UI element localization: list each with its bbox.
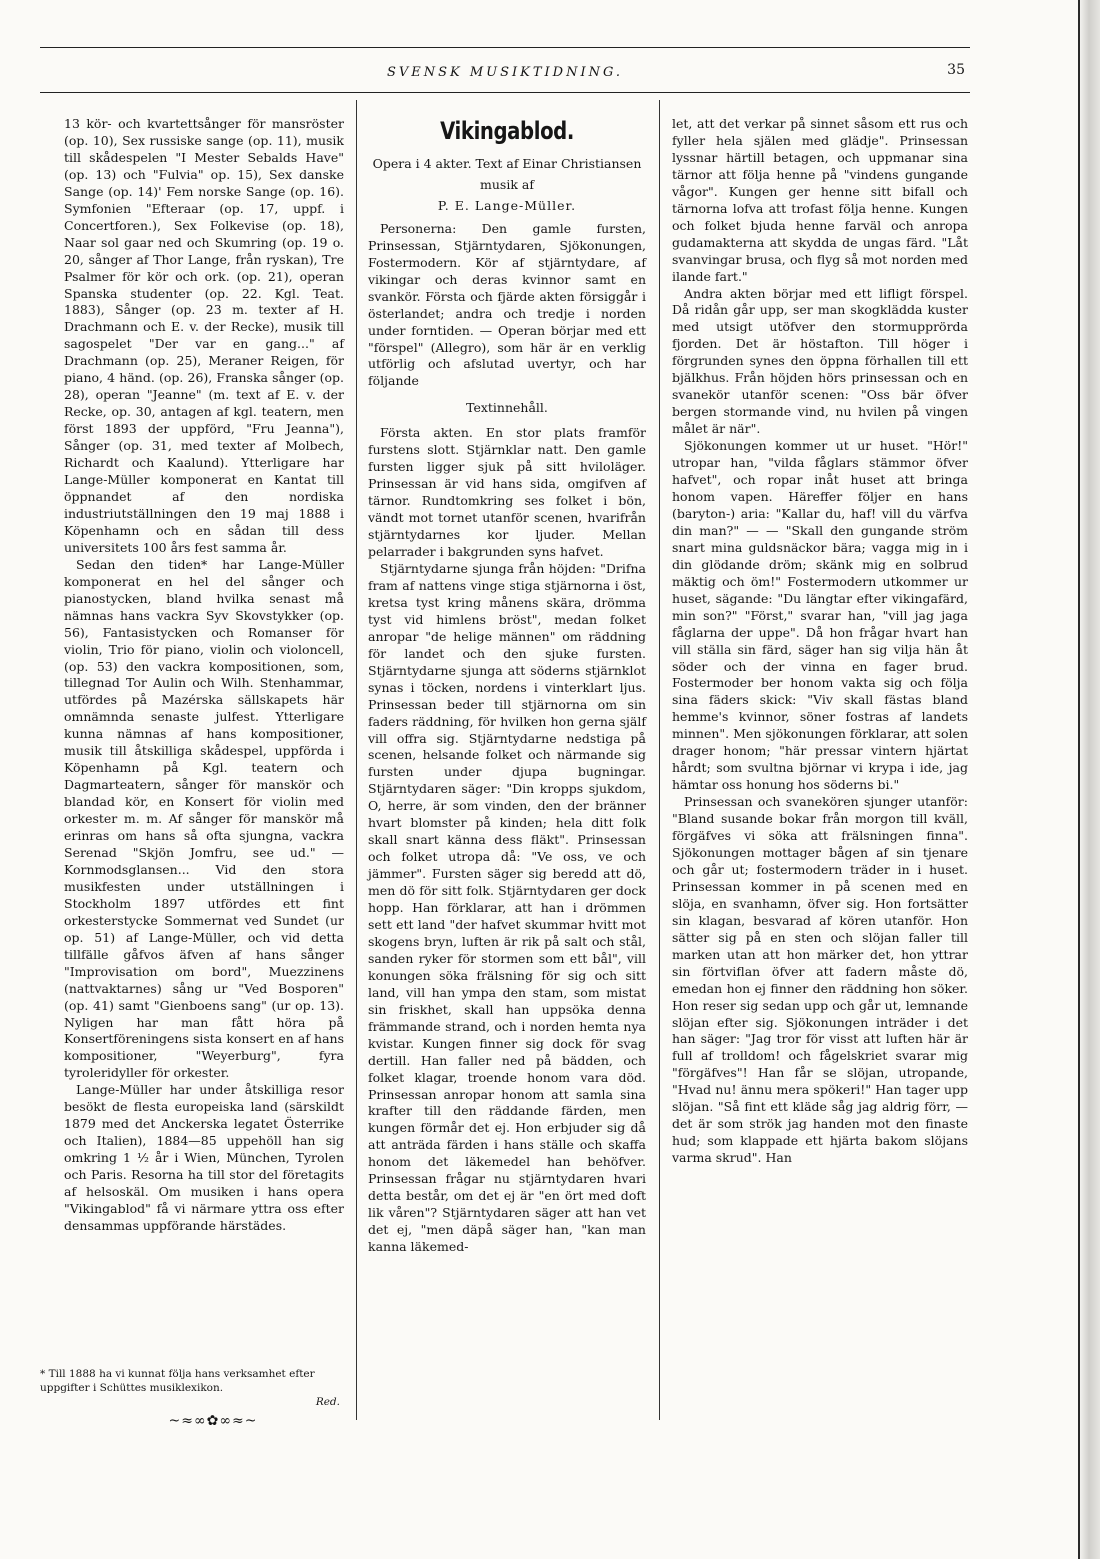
left-paragraph-1: 13 kör- och kvartettsånger för mansröster (op. 10), Sex russiske sange (op. 11), musik till skådespelen "I Mester Sebalds Have" (op. 13) och "Fulvia" op. 15), Sex danske Sange (op. 14)' Fem norske Sange (op. 16). Symfonien "Efteraar (op. 17, uppf. i Concertforen.), Sex Folkevise (op. 18), Naar sol gaar ned och Skumring (op. 19 o. 20, sånger af Thor Lange, från ryskan), Tre Psalmer för kör och ork. (op. 21), operan Spanska studenter (op. 22. Kgl. Teat. 1883), Sånger (op. 23 m. texter af H. Drachmann och E. v. der Recke), musik till sagospelet "Der var en gang..." af Drachmann (op. 25), Meraner Reigen, för piano, 4 händ. (op. 26), Franska sånger (op. 28), operan "Jeanne" (m. text af E. v. der Recke, op. 30, antagen af kgl. teatern, men först 1893 der uppförd, "Fru Jeanna"), Sånger (op. 31, med texter af Molbech, Richardt och Kaalund). Ytterligare har Lange-Müller komponerat en Kantat till öppnandet af den nordiska industriutställningen den 19 maj 1888 i Köpenhamn och en sådan till dess universitets 100 års fest samma år.: [64, 116, 344, 555]
section-heading-textinnehall: Textinnehåll.: [466, 400, 548, 416]
left-paragraph-2: Sedan den tiden* har Lange-Müller komponerat en hel del sånger och pianostycken, bland hvilka senast må nämnas hans vackra Syv Skovstykker (op. 56), Fantasistycken och Romanser för violin, Trio för piano, violin och violoncell, (op. 53) den vackra kompositionen, som, tillegnad Tor Aulin och Wilh. Stenhammar, utfördes på Mazérska sällskapets här omnämnda senaste julfest. Ytterligare kunna nämnas af hans kompositioner, musik till åtskilliga skådespel, uppförda i Köpenhamn på Kgl. teatern och Dagmarteatern, sånger för manskör och blandad kör, en Konsert för violin med orkester m. m. Af sånger för manskör må erinras om hans så ofta sjungna, vackra Serenad "Skjön Jomfru, see ud." — Kornmodsglansen... Vid den stora musikfesten under utställningen i Stockholm 1897 utfördes ett fint orkesterstycke Sommernat ved Sundet (ur op. 51) af Lange-Müller, och vid detta tillfälle gåfvos äfven af hans sånger "Improvisation om bord", Muezzinens (nattvaktarnes) sång ur "Ved Bosporen" (op. 41) samt "Gienboens sang" (ur op. 13). Nyligen har man fått höra på Konsertföreningens sista konsert en af hans kompositioner, "Weyerburg", fyra tyroleridyller för orkester.: [64, 556, 344, 1081]
right-paragraph-3: Sjökonungen kommer ut ur huset. "Hör!" utropar han, "vilda fåglars stämmor öfver hafvet", och ropar inåt huset att bringa honom vapen. Häreffer följer en hans (baryton-) aria: "Kallar du, haf! vill du värfva din man?" — — "Skall den gungande ström snart mina guldsnäckor bära; vagga mig in i din glödande dröm; skänk mig en solbrud mäktig och öm!" Fostermodern utkommer ur huset, sägande: "Du längtar efter vikingafärd, min son?" "Först," svarar han, "vill jag jaga fåglarna der uppe". Då hon frågar hvart han vill ställa sin färd, säger han sig vilja hän åt söder och der vinna en fager brud. Fostermoder ber honom vakta sig och följa sina fäders skick: "Viv skall fästas bland hemme's kvinnor, söner fostras af landets minnen". Men sjökonungen förklarar, att solen drager honom; "här pressar vintern hjärtat hårdt; som svultna björnar vi krypa i ide, jag hämtar oss honung hos söderns bi.": [672, 438, 968, 793]
column-divider-left: [356, 100, 357, 1420]
ornament-divider: ~≈∞✿∞≈~: [168, 1413, 258, 1429]
footnote-signature-row: [40, 1396, 340, 1410]
article-subtitle-1: Opera i 4 akter. Text af Einar Christiansen: [372, 156, 642, 171]
article-composer: P. E. Lange-Müller.: [437, 197, 577, 213]
left-paragraph-3: Lange-Müller har under åtskilliga resor besökt de flesta europeiska land (särskildt 1879 med det Anckerska legatet Österrike och Italien), 1884—85 uppehöll han sig omkring 1 ½ år i Wien, München, Tyrolen och Paris. Resorna ha till stor del företagits af helsoskäl. Om musiken i hans opera "Vikingablod" få vi närmare yttra oss efter densammas uppförande härstädes.: [64, 1082, 344, 1233]
left-column: [64, 116, 344, 1235]
middle-paragraph-1: Första akten. En stor plats framför furstens slott. Stjärnklar natt. Den gamle fursten ligger sjuk på sitt hviloläger. Prinsessan är vid hans sida, omgifven af tärnor. Rundtomkring ses folket i bön, vändt mot tornet utanför scenen, hvarifrån stjärntydarnes kor ljuder. Mellan pelarrader i bakgrunden syns hafvet.: [368, 425, 646, 560]
running-header-title: SVENSK MUSIKTIDNING.: [386, 65, 624, 80]
footnote-text: * Till 1888 ha vi kunnat följa hans verksamhet efter uppgifter i Schüttes musiklexikon.: [40, 1368, 315, 1394]
footnote: [40, 1368, 340, 1409]
middle-column: [368, 116, 646, 1256]
page-number: 35: [947, 62, 965, 78]
right-paragraph-1: let, att det verkar på sinnet såsom ett rus och fyller hela själen med glädje". Prinsessan lyssnar härtill betagen, och uppmanar sina tärnor att följa henne på "vindens gungande vågor". Kungen ger henne sitt bifall och tärnorna lofva att trofast följa henne. Kungen och folket bjuda henne farväl och anropa gudamakterna att skydda de ungas färd. "Låt svanvingar brusa, och flyg så mot norden med ilande fart.": [672, 116, 968, 284]
article-subtitle-2: musik af: [480, 176, 534, 192]
header-top-rule: [40, 47, 970, 48]
middle-paragraph-persons: Personerna: Den gamle fursten, Prinsessan, Stjärntydaren, Sjökonungen, Fostermodern. Kör af stjärntydare, af vikingar och deras kvinnor samt en svankör. Första och fjärde akten försiggår i österlandet; andra och tredje i norden under forntiden. — Operan börjar med ett "förspel" (Allegro), som här är en verklig utförlig och afslutad uvertyr, och har följande: [368, 220, 646, 389]
column-divider-right: [659, 100, 660, 1420]
right-paragraph-2: Andra akten börjar med ett lifligt förspel. Då ridån går upp, ser man skogklädda kuster med utsigt utöfver den stormupprörda fjorden. Det är höstafton. Till höger i förgrunden synes den öppna förhallen till ett bjälkhus. Från höjden hörs prinsessan och en svanekör utanför scenen: "Oss bär öfver bergen stormande vind, nu hvilen på vingen målet är när".: [672, 285, 968, 437]
footnote-signature: Red.: [315, 1395, 340, 1408]
header-bottom-rule: [40, 92, 970, 93]
middle-paragraph-2: Stjärntydarne sjunga från höjden: "Drifna fram af nattens vinge stiga stjärnorna i öst, kretsa tyst kring månens skära, drömma tyst vid himlens bröst", medan folket anropar "de helige männen" om räddning för landet och den sjuke fursten. Stjärntydarne sjunga att söderns stjärnklot synas i töcken, nordens i vinterklart ljus. Prinsessan beder till stjärnorna om sin faders räddning, för hvilken hon gerna själf vill offra sig. Stjärntydarne nedstiga på scenen, helsande folket och närmande sig fursten under djupa bugningar. Stjärntydaren säger: "Din kropps sjukdom, O, herre, är som vinden, den der bränner hvart blomster på kinden; hela ditt folk skall snart känna dess fläkt". Prinsessan och folket utropa då: "Ve oss, ve och jämmer". Fursten säger sig beredd att dö, men dö för sitt folk. Stjärntydaren ger dock hopp. Han förklarar, att han i drömmen sett ett land "der hafvet skummar hvitt mot skogens bryn, luften är rik på salt och stål, sanden ryker för stormen som ett bål", vill konungen söka frälsning för sig och sitt land, vill han ympa den stam, som mistat sin friskhet, skall han uppsöka denna främmande strand, och i norden hemta nya kvistar. Kungen finner sig dock för svag dertill. Han faller ned på bädden, och folket klagar, troende honom vara död. Prinsessan anropar honom att samla sina krafter till den räddande färden, men kungen förmår det ej. Hon erbjuder sig då att anträda färden i hans ställe och skaffa honom det läkemedel han behöfver. Prinsessan frågar nu stjärntydaren hvari detta består, om det ej är "en ört med doft lik våren"? Stjärntydaren säger att han vet det ej, "men däpå säger han, "kan man kanna läkemed-: [368, 560, 646, 1255]
book-spine-edge: [1078, 0, 1080, 1559]
book-spine-shadow: [1080, 0, 1100, 1559]
article-title: Vikingablod.: [440, 117, 574, 145]
right-column: [672, 116, 968, 1167]
right-paragraph-4: Prinsessan och svanekören sjunger utanför: "Bland susande bokar från morgon till kväll, förgäfves vi söka att frälsningen finna". Sjökonungen mottager bågen af sin tjenare och går ut; fostermodern träder in i huset. Prinsessan kommer in på scenen med en slöja, en svanhamn, öfver sig. Hon fortsätter sin klagan, besvarad af kören utanför. Hon sätter sig på en sten och slöjan faller till marken utan att hon märker det, hon yttrar sin förtviflan öfver att fadern måste dö, emedan hon ej finner den räddning hon söker. Hon reser sig sedan upp och går ut, lemnande slöjan efter sig. Sjökonungen inträder i det han säger: "Jag tror för visst att luften här är full af trolldom! och fågelskriet svarar mig "förgäfves"! Han får se slöjan, utropande, "Hvad nu! ännu mera spökeri!" Han tager upp slöjan. "Så fint ett kläde såg jag aldrig förr, — det är som strök jag handen mot den finaste hud; som klappade ett hjärta bakom slöjans varma skrud". Han: [672, 794, 968, 1166]
